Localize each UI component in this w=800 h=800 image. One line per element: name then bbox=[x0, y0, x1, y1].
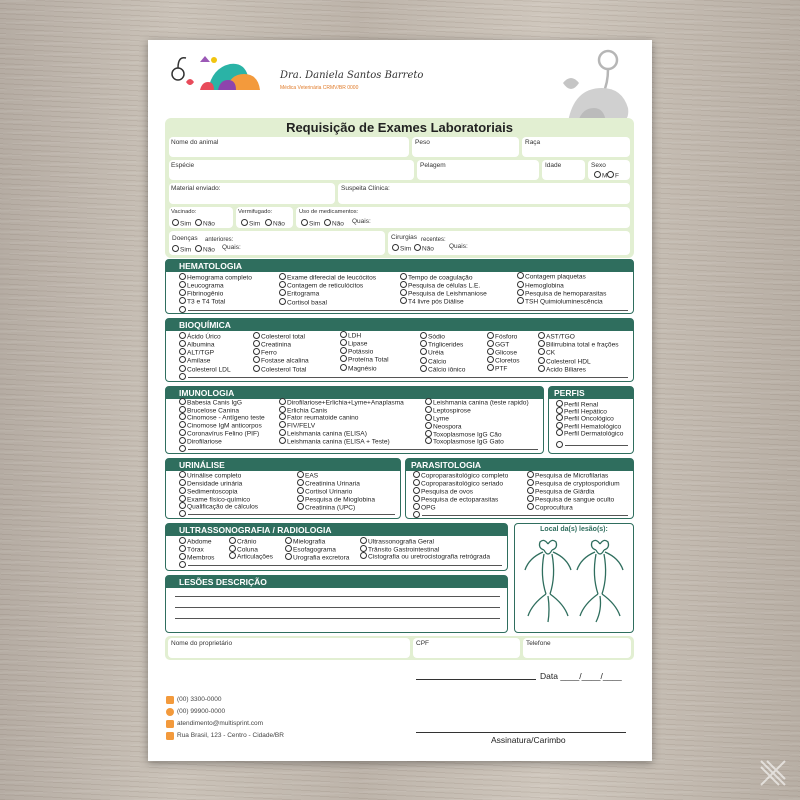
age-label: Idade bbox=[545, 162, 562, 169]
form-title: Requisição de Exames Laboratoriais bbox=[286, 120, 513, 135]
section-title: IMUNOLOGIA bbox=[166, 387, 543, 399]
exam-option[interactable]: Bilirrubina total e frações bbox=[538, 340, 619, 349]
exam-option[interactable]: Fostase alcalina bbox=[253, 356, 309, 365]
other-option[interactable] bbox=[556, 441, 564, 450]
exam-option[interactable]: Uréia bbox=[420, 348, 444, 357]
exam-option[interactable]: Coluna bbox=[229, 545, 258, 554]
exam-option[interactable]: Urografia excretora bbox=[285, 553, 349, 562]
date-label: Data ____/____/____ bbox=[540, 671, 622, 681]
section-ultrassonografia bbox=[165, 523, 508, 571]
section-title: URINÁLISE bbox=[166, 459, 400, 471]
description-line[interactable] bbox=[175, 596, 500, 597]
contact-phone: (00) 3300-0000 bbox=[177, 696, 222, 703]
breed-label: Raça bbox=[525, 139, 541, 146]
exam-option[interactable]: Pesquisa de ovos bbox=[413, 487, 473, 496]
contact-whatsapp: (00) 99900-0000 bbox=[177, 708, 226, 715]
suspicion-label: Suspeita Clínica: bbox=[341, 185, 390, 192]
section-title: PARASITOLOGIA bbox=[406, 459, 633, 471]
exam-option[interactable]: Acido Biliares bbox=[538, 365, 586, 374]
exam-option[interactable]: Pesquisa de Leishmaniose bbox=[400, 289, 487, 298]
exam-option[interactable]: Exame físico-químico bbox=[179, 495, 250, 504]
exam-option[interactable]: Leishmania canina (teste rapido) bbox=[425, 398, 529, 407]
other-line[interactable] bbox=[188, 449, 538, 450]
exam-option[interactable]: Perfil Oncológico bbox=[556, 414, 614, 423]
exam-option[interactable]: Fósforo bbox=[487, 332, 517, 341]
exam-option[interactable]: Triglicerides bbox=[420, 340, 463, 349]
stethoscope-pets-icon bbox=[548, 48, 638, 126]
dewormed-label: Vermifugado: bbox=[238, 209, 273, 215]
x-watermark-icon bbox=[758, 758, 788, 788]
exam-option[interactable]: Colesterol LDL bbox=[179, 365, 231, 374]
vaccinated-no-radio[interactable]: Não bbox=[195, 219, 215, 228]
exam-option[interactable]: Esofagograma bbox=[285, 545, 336, 554]
exam-option[interactable]: EAS bbox=[297, 471, 318, 480]
exam-option[interactable]: Cortisol Urinario bbox=[297, 487, 352, 496]
species-field[interactable] bbox=[169, 160, 414, 180]
exam-option[interactable]: Proteína Total bbox=[340, 355, 389, 364]
section-lesoes bbox=[165, 575, 508, 633]
diseases-label: Doenças bbox=[172, 235, 198, 242]
surgeries-no-radio[interactable]: Não bbox=[414, 244, 434, 253]
exam-option[interactable]: TSH Quimioluminescência bbox=[517, 297, 603, 306]
email-icon bbox=[166, 720, 174, 728]
exam-option[interactable]: Ácido Úrico bbox=[179, 332, 221, 341]
exam-option[interactable]: Perfil Dermatológico bbox=[556, 429, 623, 438]
exam-option[interactable]: Erlichia Canis bbox=[279, 406, 327, 415]
exam-option[interactable]: Neospora bbox=[425, 422, 462, 431]
diseases-no-radio[interactable]: Não bbox=[195, 245, 215, 254]
exam-option[interactable]: Coronavírus Felino (PIF) bbox=[179, 429, 259, 438]
phone-label: Telefone bbox=[526, 640, 551, 647]
exam-option[interactable]: Creatinina Urinaria bbox=[297, 479, 360, 488]
exam-option[interactable]: Pesquisa de hemoparasitas bbox=[517, 289, 606, 298]
contact-email: atendimento@multisprint.com bbox=[177, 720, 264, 727]
other-line[interactable] bbox=[422, 515, 628, 516]
exam-option[interactable]: Cálcio bbox=[420, 357, 446, 366]
exam-option[interactable]: Lipase bbox=[340, 339, 367, 348]
exam-option[interactable]: Contagem plaquetas bbox=[517, 272, 586, 281]
exam-option[interactable]: Dirofilariose+Erlichia+Lyme+Anaplasma bbox=[279, 398, 404, 407]
exam-option[interactable]: Albumina bbox=[179, 340, 215, 349]
other-line[interactable] bbox=[188, 377, 628, 378]
exam-option[interactable]: Leucograma bbox=[179, 281, 224, 290]
other-line[interactable] bbox=[188, 565, 502, 566]
exam-option[interactable]: Glicose bbox=[487, 348, 517, 357]
diseases-previous-label: anteriores: bbox=[205, 237, 234, 243]
exam-option[interactable]: Mielografia bbox=[285, 537, 325, 546]
cpf-field[interactable] bbox=[413, 638, 520, 658]
exam-option[interactable]: Pesquisa de Microfilarias bbox=[527, 471, 608, 480]
exam-option[interactable]: Coproparasitológico seriado bbox=[413, 479, 503, 488]
exam-option[interactable]: Brucelose Canina bbox=[179, 406, 239, 415]
exam-option[interactable]: Hemoglobina bbox=[517, 281, 564, 290]
local-title: Local da(s) lesão(s): bbox=[540, 526, 608, 533]
medication-which-label: Quais: bbox=[352, 218, 371, 225]
surgeries-which-label: Quais: bbox=[449, 243, 468, 250]
exam-option[interactable]: Perfil Hematológico bbox=[556, 422, 621, 431]
whatsapp-icon bbox=[166, 708, 174, 716]
exam-option[interactable]: Cálcio iônico bbox=[420, 365, 465, 374]
exam-option[interactable]: Perfil Renal bbox=[556, 400, 598, 409]
exam-option[interactable]: Sódio bbox=[420, 332, 445, 341]
exam-option[interactable]: Pesquisa de ectoparasitas bbox=[413, 495, 498, 504]
surgeries-recent-label: recentes: bbox=[421, 237, 446, 243]
description-line[interactable] bbox=[175, 607, 500, 608]
sex-m-radio[interactable]: M bbox=[594, 171, 607, 180]
phone-icon bbox=[166, 696, 174, 704]
exam-option[interactable]: Leishmania canina (ELISA + Teste) bbox=[279, 437, 390, 446]
exam-option[interactable]: Babesia Canis IgG bbox=[179, 398, 242, 407]
exam-option[interactable]: Leishmania canina (ELISA) bbox=[279, 429, 367, 438]
exam-option[interactable]: Cinomose - Antígeno teste bbox=[179, 413, 265, 422]
other-option[interactable] bbox=[179, 510, 187, 519]
exam-option[interactable]: Pesquisa de células L.E. bbox=[400, 281, 480, 290]
exam-option[interactable]: Colesterol total bbox=[253, 332, 305, 341]
location-icon bbox=[166, 732, 174, 740]
exam-option[interactable]: Coprocultura bbox=[527, 503, 573, 512]
description-line[interactable] bbox=[175, 618, 500, 619]
owner-name-label: Nome do proprietário bbox=[171, 640, 233, 647]
exam-option[interactable]: Creatinina bbox=[253, 340, 291, 349]
exam-option[interactable]: Potássio bbox=[340, 347, 373, 356]
exam-option[interactable]: Ultrassonografia Geral bbox=[360, 537, 434, 546]
exam-option[interactable]: Qualificação de cálculos bbox=[179, 502, 258, 511]
exam-option[interactable]: Crânio bbox=[229, 537, 256, 546]
exam-option[interactable]: Colesterol Total bbox=[253, 365, 306, 374]
exam-option[interactable]: GGT bbox=[487, 340, 509, 349]
exam-option[interactable]: CK bbox=[538, 348, 555, 357]
sex-f-radio[interactable]: F bbox=[607, 171, 619, 180]
date-signature-line[interactable] bbox=[416, 679, 536, 680]
medication-no-radio[interactable]: Não bbox=[324, 219, 344, 228]
exam-option[interactable]: Toxoplasmose IgG Cão bbox=[425, 430, 502, 439]
vaccinated-label: Vacinado: bbox=[171, 209, 197, 215]
exam-option[interactable]: Perfil Hepático bbox=[556, 407, 607, 416]
exam-option[interactable]: Colesterol HDL bbox=[538, 357, 591, 366]
exam-option[interactable]: Urinálise completo bbox=[179, 471, 241, 480]
exam-option[interactable]: T3 e T4 Total bbox=[179, 297, 225, 306]
section-title: BIOQUÍMICA bbox=[166, 319, 633, 331]
exam-option[interactable]: ALT/TGP bbox=[179, 348, 214, 357]
medication-yes-radio[interactable]: Sim bbox=[301, 219, 320, 228]
exam-option[interactable]: Cistografia ou uretrocistografia retrógrada bbox=[360, 552, 490, 561]
exam-option[interactable]: Toxoplasmose IgG Gato bbox=[425, 437, 504, 446]
species-label: Espécie bbox=[171, 162, 195, 169]
dewormed-no-radio[interactable]: Não bbox=[265, 219, 285, 228]
section-title: LESÕES DESCRIÇÃO bbox=[166, 576, 507, 588]
pets-logo-icon bbox=[170, 52, 270, 94]
dewormed-yes-radio[interactable]: Sim bbox=[241, 219, 260, 228]
exam-option[interactable]: Cortisol basal bbox=[279, 298, 327, 307]
exam-option[interactable]: Amilase bbox=[179, 356, 210, 365]
exam-option[interactable]: Tórax bbox=[179, 545, 204, 554]
exam-option[interactable]: Hemograma completo bbox=[179, 273, 252, 282]
exam-option[interactable]: Abdome bbox=[179, 537, 212, 546]
exam-option[interactable]: Cloretos bbox=[487, 356, 520, 365]
coat-label: Pelagem bbox=[420, 162, 446, 169]
animal-name-label: Nome do animal bbox=[171, 139, 219, 146]
exam-option[interactable]: Fibrinogênio bbox=[179, 289, 223, 298]
contact-address: Rua Brasil, 123 - Centro - Cidade/BR bbox=[177, 732, 284, 739]
exam-option[interactable]: Leptospirose bbox=[425, 406, 471, 415]
exam-option[interactable]: LDH bbox=[340, 331, 361, 340]
exam-option[interactable]: Pesquisa de cryptosporidium bbox=[527, 479, 620, 488]
sex-label: Sexo bbox=[591, 162, 606, 169]
other-line[interactable] bbox=[188, 514, 395, 515]
surgeries-yes-radio[interactable]: Sim bbox=[392, 244, 411, 253]
weight-label: Peso bbox=[415, 139, 430, 146]
exam-option[interactable]: T4 livre pós Diálise bbox=[400, 297, 464, 306]
exam-option[interactable]: FIV/FELV bbox=[279, 421, 315, 430]
exam-option[interactable]: Cinomose IgM anticorpos bbox=[179, 421, 262, 430]
cpf-label: CPF bbox=[416, 640, 429, 647]
exam-option[interactable]: Pesquisa de Giárdia bbox=[527, 487, 594, 496]
exam-option[interactable]: Lyme bbox=[425, 414, 449, 423]
section-title: PERFIS bbox=[549, 387, 633, 399]
exam-option[interactable]: Eritograma bbox=[279, 289, 319, 298]
material-label: Material enviado: bbox=[171, 185, 221, 192]
other-option[interactable] bbox=[179, 373, 187, 382]
other-option[interactable] bbox=[179, 561, 187, 570]
other-line[interactable] bbox=[188, 310, 628, 311]
exam-option[interactable]: Sedimentoscopia bbox=[179, 487, 238, 496]
other-option[interactable] bbox=[179, 445, 187, 454]
exam-option[interactable]: Ferro bbox=[253, 348, 277, 357]
diseases-yes-radio[interactable]: Sim bbox=[172, 245, 191, 254]
medication-label: Uso de medicamentos: bbox=[299, 209, 359, 215]
exam-option[interactable]: Exame diferecial de leucócitos bbox=[279, 273, 376, 282]
section-local-lesao bbox=[514, 523, 634, 633]
exam-option[interactable]: Fator reumatoide canino bbox=[279, 413, 358, 422]
exam-option[interactable]: Coproparasitológico completo bbox=[413, 471, 508, 480]
exam-option[interactable]: Trânsito Gastrointestinal bbox=[360, 545, 439, 554]
exam-option[interactable]: Creatinina (UPC) bbox=[297, 503, 355, 512]
exam-option[interactable]: Pesquisa de sangue oculto bbox=[527, 495, 614, 504]
doctor-subtitle: Médica Veterinária CRMV/BR 0000 bbox=[280, 85, 359, 91]
exam-option[interactable]: Tempo de coagulação bbox=[400, 273, 473, 282]
other-line[interactable] bbox=[565, 445, 628, 446]
exam-option[interactable]: Pesquisa de Mioglobina bbox=[297, 495, 375, 504]
signature-label: Assinatura/Carimbo bbox=[491, 735, 566, 745]
exam-option[interactable]: PTF bbox=[487, 364, 507, 373]
vaccinated-yes-radio[interactable]: Sim bbox=[172, 219, 191, 228]
exam-option[interactable]: OPG bbox=[413, 503, 436, 512]
signature-line[interactable] bbox=[416, 732, 626, 733]
exam-option[interactable]: Densidade urinária bbox=[179, 479, 242, 488]
other-option[interactable] bbox=[413, 511, 421, 520]
exam-option[interactable]: Membros bbox=[179, 553, 214, 562]
exam-option[interactable]: AST/TGO bbox=[538, 332, 575, 341]
exam-option[interactable]: Magnésio bbox=[340, 364, 377, 373]
other-option[interactable] bbox=[179, 306, 187, 315]
exam-option[interactable]: Articulações bbox=[229, 552, 273, 561]
exam-option[interactable]: Contagem de reticulócitos bbox=[279, 281, 363, 290]
doctor-name: Dra. Daniela Santos Barreto bbox=[280, 70, 424, 81]
surgeries-label: Cirurgias bbox=[391, 234, 418, 241]
diseases-which-label: Quais: bbox=[222, 244, 241, 251]
section-title: HEMATOLOGIA bbox=[166, 260, 633, 272]
section-title: ULTRASSONOGRAFIA / RADIOLOGIA bbox=[166, 524, 507, 536]
animal-body-diagram[interactable] bbox=[521, 536, 627, 630]
exam-option[interactable]: Dirofilariose bbox=[179, 437, 222, 446]
